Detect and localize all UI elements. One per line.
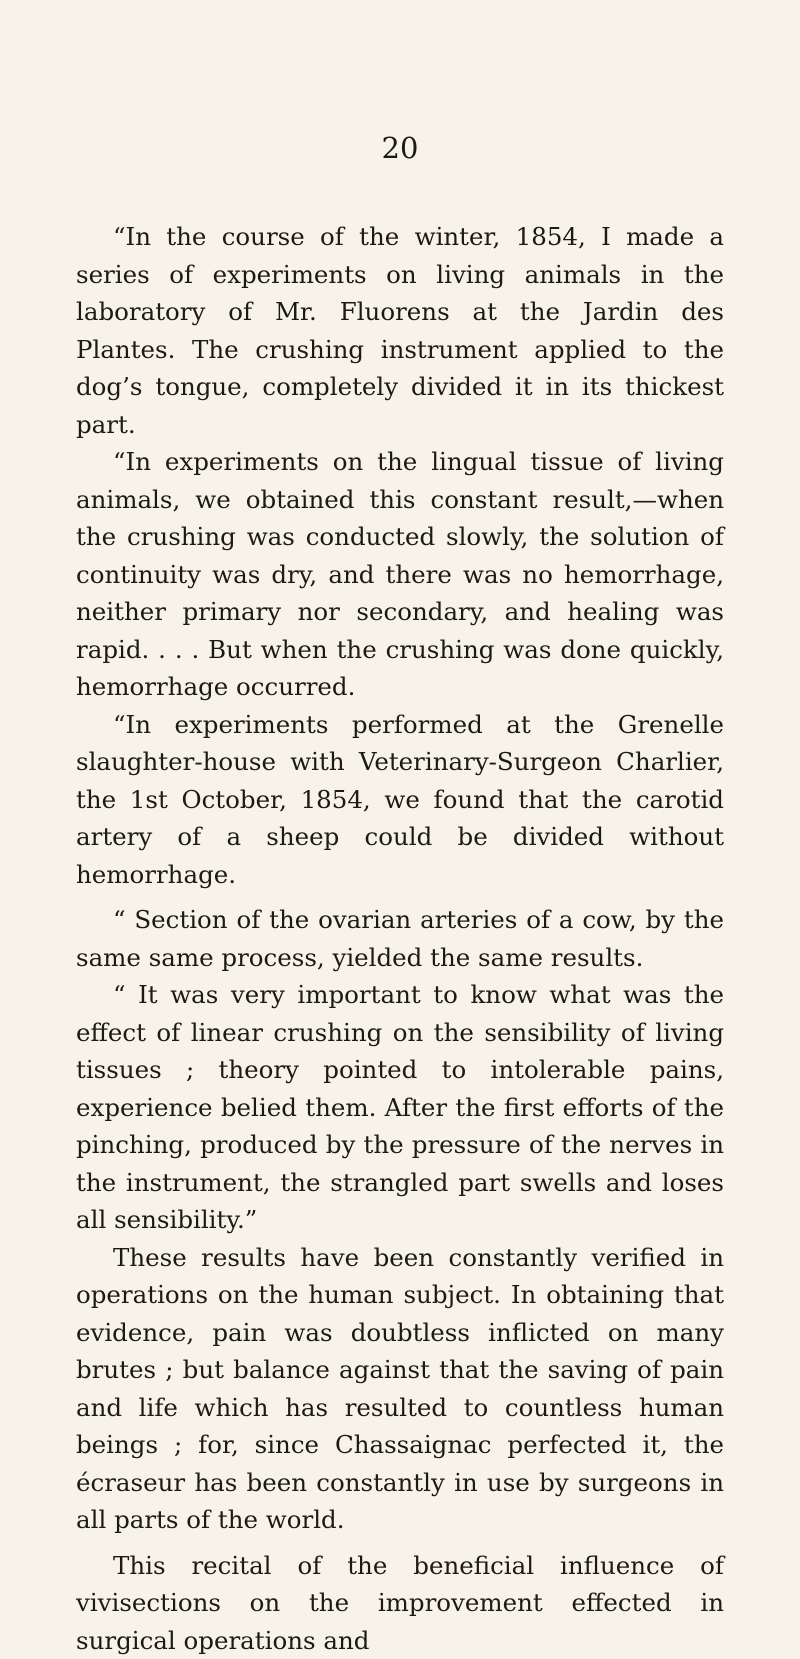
paragraph-7: This recital of the beneficial influence of vivisections on the improvement effected in surgical operations and	[76, 1547, 724, 1659]
paragraph-3: “In experiments performed at the Grenelle slaughter-house with Veterinary-Surgeon Charlier, the 1st October, 1854, we found that the carotid artery of a sheep could be divided without hemorrhage.	[76, 706, 724, 894]
paragraph-5: “ It was very important to know what was the effect of linear crushing on the sensibility of living tissues ; theory pointed to intolerable pains, experience belied them. After the first efforts of the pinching, produced by the pressure of the nerves in the instrument, the strangled part swells and loses all sensibility.”	[76, 976, 724, 1239]
paragraph-1: “In the course of the winter, 1854, I made a series of experiments on living animals in the laboratory of Mr. Fluorens at the Jardin des Plantes. The crushing instrument applied to the dog’s tongue, completely divided it in its thickest part.	[76, 218, 724, 443]
page-number: 20	[0, 130, 800, 166]
body-text	[76, 218, 724, 1659]
paragraph-4: “ Section of the ovarian arteries of a cow, by the same same process, yielded the same results.	[76, 901, 724, 976]
paragraph-6: These results have been constantly verified in operations on the human subject. In obtaining that evidence, pain was doubtless inflicted on many brutes ; but balance against that the saving of pain and life which has resulted to countless human beings ; for, since Chassaignac perfected it, the écraseur has been constantly in use by surgeons in all parts of the world.	[76, 1239, 724, 1539]
paragraph-2: “In experiments on the lingual tissue of living animals, we obtained this constant result,—when the crushing was conducted slowly, the solution of continuity was dry, and there was no hemorrhage, neither primary nor secondary, and healing was rapid. . . . But when the crushing was done quickly, hemorrhage occurred.	[76, 443, 724, 706]
